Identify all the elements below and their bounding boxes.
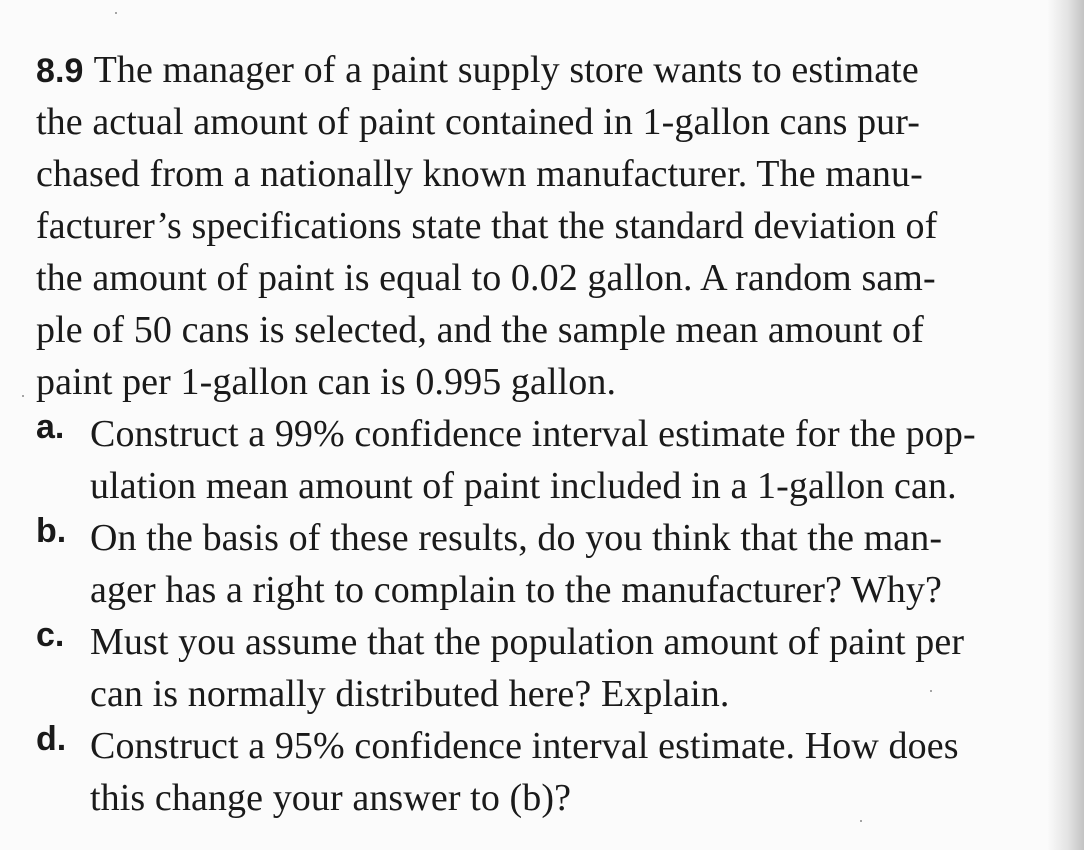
problem-line: chased from a nationally known manufacturer. The manu- — [36, 153, 923, 195]
problem-line: the actual amount of paint contained in 1-gallon cans pur- — [36, 101, 921, 143]
scan-speck — [22, 395, 24, 397]
part-c — [36, 616, 1066, 720]
problem-text: The manager of a paint supply store wants to estimate — [93, 49, 919, 91]
part-line: Construct a 99% confidence interval estimate for the pop- — [90, 413, 976, 455]
problem-line: the amount of paint is equal to 0.02 gallon. A random sam- — [36, 257, 936, 299]
part-d — [36, 720, 1066, 824]
part-a — [36, 408, 1066, 512]
problem-8-9 — [36, 44, 1066, 824]
part-b — [36, 512, 1066, 616]
problem-line: ple of 50 cans is selected, and the sample mean amount of — [36, 309, 924, 351]
part-line: this change your answer to (b)? — [90, 777, 572, 819]
part-line: ager has a right to complain to the manufacturer? Why? — [90, 569, 942, 611]
part-letter: c. — [36, 616, 65, 654]
part-line: can is normally distributed here? Explain. — [90, 673, 730, 715]
problem-line — [36, 44, 1066, 96]
problem-line: facturer’s specifications state that the standard deviation of — [36, 205, 938, 247]
part-line: On the basis of these results, do you think that the man- — [90, 517, 943, 559]
part-line: Must you assume that the population amount of paint per — [90, 621, 965, 663]
scan-speck — [115, 12, 117, 14]
part-letter: b. — [36, 512, 67, 550]
part-letter: a. — [36, 408, 65, 446]
problem-number: 8.9 — [36, 52, 84, 90]
problem-line: paint per 1-gallon can is 0.995 gallon. — [36, 361, 617, 403]
part-letter: d. — [36, 720, 67, 758]
part-line: ulation mean amount of paint included in a 1-gallon can. — [90, 465, 957, 507]
part-line: Construct a 95% confidence interval estimate. How does — [90, 725, 959, 767]
